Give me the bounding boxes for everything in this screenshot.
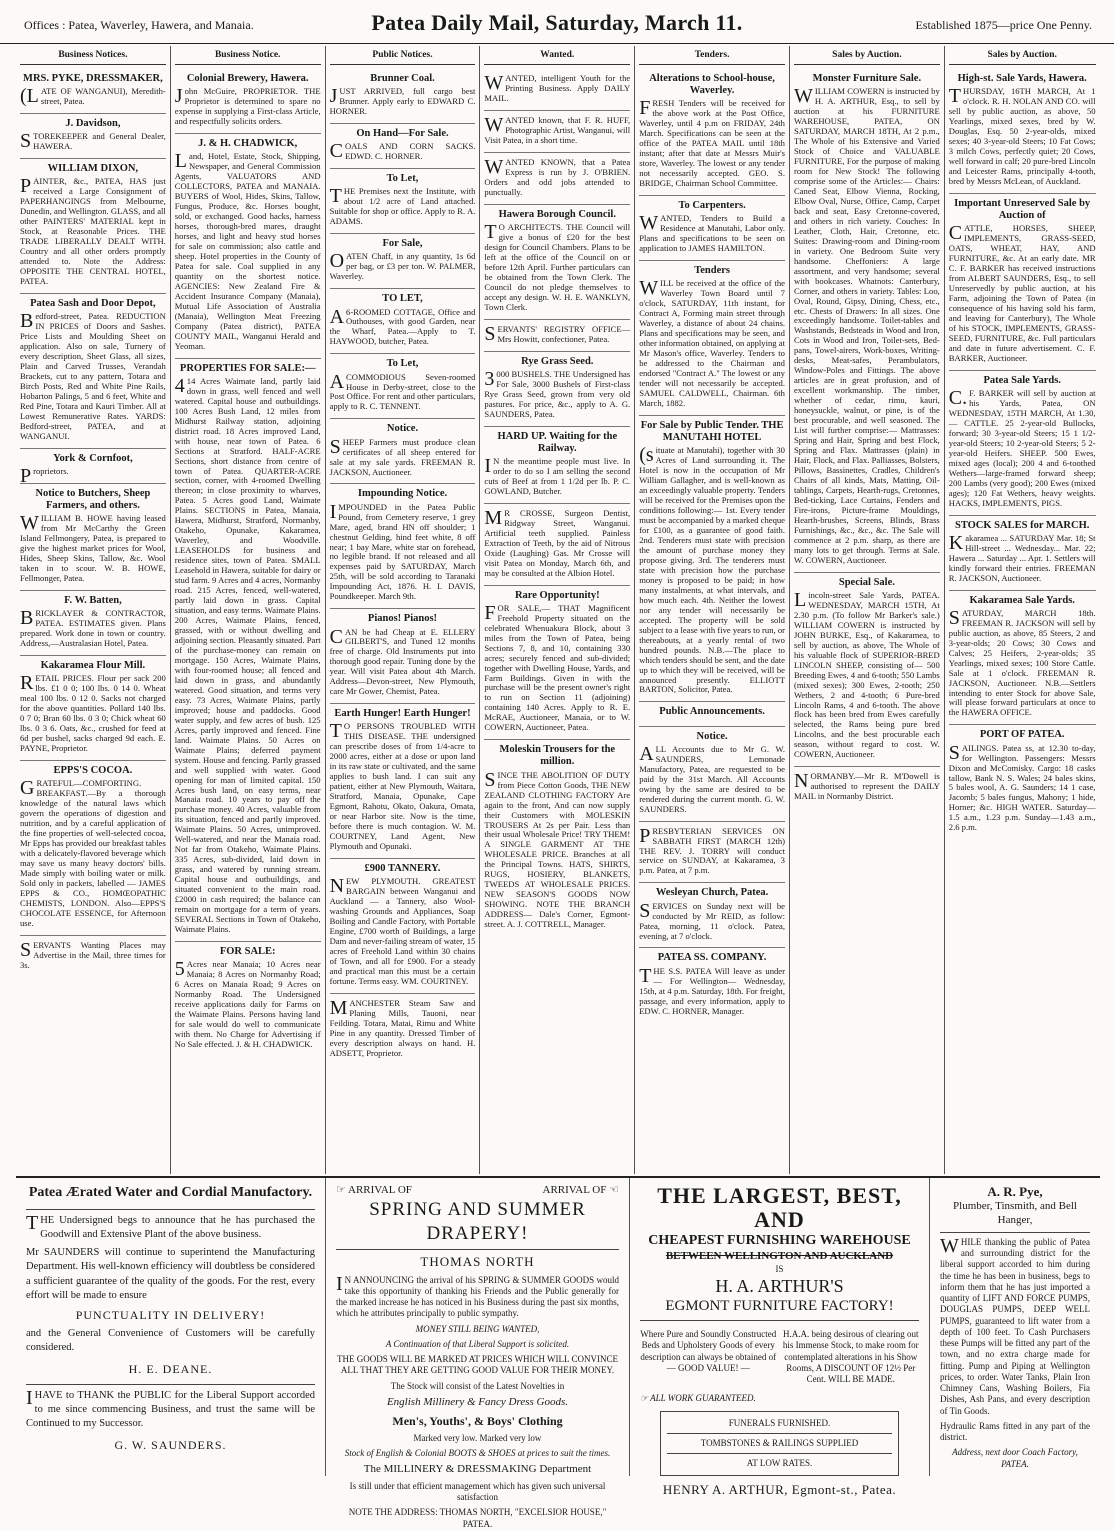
ad-heading: Rare Opportunity!: [514, 589, 600, 601]
ad-heading: A. R. Pye,: [987, 1184, 1043, 1199]
divider: [640, 1320, 919, 1321]
divider: [26, 1384, 315, 1385]
ad-heading: To Let,: [386, 173, 419, 185]
advertisement: [949, 69, 1096, 194]
ad-heading: Wesleyan Church, Patea.: [655, 887, 769, 899]
advertisement: [330, 609, 476, 704]
ad-signature: G. W. SAUNDERS.: [114, 1438, 227, 1453]
ad-body: WANTED KNOWN, that a Patea Express is run by J. O'BRIEN. Orders and odd jobs attended to punctually.: [484, 155, 631, 197]
ad-body: ALL Accounts due to Mr G. W. SAUNDERS, Lemonade Manufactory, Patea, are requested to be paid by the 31st March. All Accounts owing by the same are desired to be rendered during the current month. G. W. SAUNDERS.: [639, 742, 785, 814]
ad-body: TO ARCHITECTS. THE Council will give a bonus of £20 for the best design for Council Chambers. Plans to be left at the office of the Council on or before 12th April. Further particulars can be obtained from the Town Clerk. The Council do not pledge themselves to accept any design. W. H. E. WANKLYN, Town Clerk.: [484, 220, 631, 312]
masthead-title: Patea Daily Mail, Saturday, March 11.: [371, 10, 743, 35]
ad-body: OATEN Chaff, in any quantity, 1s 6d per bag, or £3 per ton. W. PALMER, Waverley.: [329, 250, 476, 282]
ad-body: WANTED, intelligent Youth for the Printing Business. Apply DAILY MAIL.: [484, 72, 631, 103]
advertisement: [484, 504, 630, 586]
column-heading: Wanted.: [484, 46, 630, 65]
ad-heading: Notice.: [386, 423, 419, 435]
ad-heading: Notice to Butchers, Sheep Farmers, and others.: [35, 487, 151, 512]
ad-body: CAN be had Cheap at E. ELLERY GILBERT'S, and Tuned 12 months free of charge. Old Instruments put into thorough good repair. Tuning done by the year. Will visit Patea about 4th March. Address—Devon-street, New Plymouth, care Mr Gower, Chemist, Patea.: [329, 625, 476, 697]
ad-heading: HARD UP. Waiting for the Railway.: [497, 430, 618, 454]
advertisement: [639, 727, 785, 822]
advertisement: [330, 994, 476, 1065]
divider: [940, 1232, 1090, 1233]
funerals-box: [660, 1411, 899, 1477]
column-business-notices: [16, 46, 171, 1174]
pointing-hand-icon: ☞ ARRIVAL OF: [336, 1184, 412, 1196]
ad-paragraph: THE Undersigned begs to announce that he has purchased the Goodwill and Extensive Plant of the above business.: [26, 1211, 315, 1241]
ad-heading: Brunner Coal.: [370, 73, 435, 85]
ad-heading: WILLIAM DIXON,: [47, 163, 139, 175]
ad-heading: MRS. PYKE, DRESSMAKER,: [23, 73, 163, 85]
ad-body: RETAIL PRICES. Flour per sack 200 lbs. £1 0 0; 100 lbs. 0 14 0. Wheat meal 100 lbs. 0 12 0. Sacks not charged for the above quantities. Pollard 140 lbs. 0 7 0; Bran 60 lbs. 0 3 0; Chick wheat 60 lbs. 0 3 6. Oats, &c., crushed for feed at 6d per bushel, sacks charged 9d each. E. PAYNE, Proprietor.: [20, 672, 166, 754]
advertisement: [20, 159, 166, 294]
ad-heading: Kakaramea Sale Yards.: [969, 594, 1075, 606]
ad-body: Kakaramea ... SATURDAY Mar. 18; St Hill-street ... Wednesday... Mar. 22; Hawera ... Saturday ... Apr. 1. Settlers will kindly forward their entries. FREEMAN R. JACKSON, Auctioneer.: [948, 531, 1096, 583]
ad-body: JUST ARRIVED, full cargo best Brunner. Apply early to EDWARD C. HORNER.: [329, 85, 476, 117]
column-heading: Tenders.: [639, 46, 785, 65]
ad-body: SHEEP Farmers must produce clean certificates of all sheep entered for sale at my sale yards. FREEMAN R. JACKSON, Auctioneer.: [329, 435, 476, 477]
advertisement: [484, 586, 630, 741]
ad-heading: Earth Hunger! Earth Hunger!: [334, 708, 471, 720]
pointing-hand-icon: ☞ ALL WORK GUARANTEED.: [640, 1393, 756, 1404]
ad-heading: J. & H. CHADWICK,: [198, 138, 298, 150]
ad-heading: Patea Ærated Water and Cordial Manufactory.: [28, 1185, 313, 1200]
advertisement: [330, 484, 476, 609]
advertisement: [20, 484, 166, 591]
ad-body: PRESBYTERIAN SERVICES ON SABBATH FIRST (MARCH 12th) THE REV. J. TORRY will conduct service on SUNDAY, at Kakaramea, 3 p.m. Patea, at 7 p.m.: [639, 824, 785, 876]
ad-body: 414 Acres Waimate land, partly laid down in grass, well fenced and well watered. Capital house and outbuildings. 100 Acres Bush Land, 12 miles from Midhurst Railway station, adjoining district road. 18 Acres improved Land, with house, near town of Patea. 6 Sections at Stratford. HALF-ACRE Sections, short distance from centre of town of Patea. QUARTER-ACRE section, corner, with 4-roomed Dwelling thereon; in close proximity to wharves, Patea. 5 Acres good Land, Waimate Plains. SECTIONS in Patea, Manaia, Hawera, Midhurst, Stratford, Normanby, Otakeho, Opunake, Kakaramea, Waverley, and Woodville. LEASEHOLDS for business and residence sites, town of Patea. SMALL Leasehold in Hawera, suitable for dairy or stud farm. 9 Acres and 4 acres, Normanby road. 215 Acres, fenced, well-watered, partly laid down in grass. Capital situation, and easy terms. Waimate Plains. 200 Acres, Waimate Plains, fenced, grassed, with or without dwelling and adjoining section. Pleasantly situated. Part of the purchase-money can remain on mortgage. 150 Acres, Waimate Plains, with four-roomed house; all fenced and laid down in grass, and abundantly watered. Good situation, and terms very easy. 73 Acres, Waimate Plains, partly improved; house and paddocks. Good water supply, and few acres of bush. 125 Acres, partly improved and fenced. Fine land. Waimate Plains. 50 Acres on Waimate Plains; deferred payment system. House and fencing. Partly grassed and well supplied with water. Good opening for man of limited capital. 150 Acres bush land, on easy terms, near Manaia road. 10 years to pay off the purchase money. 40 Acres, valuable from its situation, fenced and partly improved. Waimate Plains. 50 Acres, unimproved. Well-watered, and near the Manaia road. Not far from Otakeho, Waimate Plains. 335 Acres, sub-divided, laid down in grass, and watered by running stream. Capital house and outbuildings, and situated convenient to the main road. £2000 in cash required; the balance can remain on mortgage for a term of years. SEVERAL Sections in Town of Otakeho, Waimate Plains.: [174, 374, 321, 935]
lower-advertisements: [16, 1176, 1100, 1529]
ad-paragraph: THE GOODS WILL BE MARKED AT PRICES WHICH WILL CONVINCE ALL THAT THEY ARE GETTING GOOD VALUE FOR THEIR MONEY.: [337, 1354, 618, 1376]
ad-paragraph: H.A.A. being desirous of clearing out his Immense Stock, to make room for contemplated alterations in his Show Rooms, A DISCOUNT OF 12½ Per Cent. WILL BE MADE.: [782, 1329, 919, 1385]
column-tenders: [635, 46, 790, 1174]
ad-body: WANTED known, that F. R. HUFF, Photographic Artist, Wanganui, will Visit Patea, in a short time.: [484, 113, 631, 145]
advertisement: [330, 419, 476, 484]
ad-heading: EPPS'S COCOA.: [53, 765, 133, 777]
ad-heading: Patea Sash and Door Depot,: [30, 298, 156, 310]
ad-body: BRICKLAYER & CONTRACTOR, PATEA. ESTIMATES given. Plans prepared. Work done in town or country. Address,—Australasian Hotel, Patea.: [20, 607, 166, 649]
column-sales-by-auction-2: [945, 46, 1100, 1174]
ad-heading: To Let,: [386, 358, 419, 370]
advertisement: [639, 822, 785, 884]
ad-body: MR CROSSE, Surgeon Dentist, Ridgway Street, Wanganui. Artificial teeth supplied. Painless Extraction of Teeth, by the aid of Nitrous Oxide (Laughing) Gas. Mr Crosse will visit Patea on Monday, March 6th, and may be consulted at the Albion Hotel.: [484, 506, 631, 578]
ad-body: C.F. BARKER will sell by auction at his Yards, Patea, ON WEDNESDAY, 15TH MARCH, At 1.30,— CATTLE. 25 2-year-old Bullocks, forward; 30 3-year-old Steers; 15 1 1/2-year-old Steers; 10 2-year-old Steers; 5 2-year-old Heifers. SHEEP. 500 Ewes, mixed ages (local); 200 4 and 6-toothed Wethers—large-framed forward sheep; 200 Lambs (very good); 200 Ewes (mixed ages); 120 Fat Wethers, heavy weights. HACKS, IMPLEMENTS, PIGS.: [948, 386, 1096, 508]
column-business-notice: [171, 46, 326, 1174]
advertisement: [175, 359, 321, 942]
ad-heading: Colonial Brewery, Hawera.: [186, 73, 309, 85]
advertisement: [639, 261, 785, 416]
ad-body: COALS AND CORN SACKS. EDWD. C. HORNER.: [329, 140, 476, 163]
ad-body: ACOMMODIOUS Seven-roomed House in Derby-street, close to the Post Office. For rent and other particulars, apply to R. C. TENNENT.: [329, 370, 476, 412]
advertisement: [639, 69, 785, 196]
ad-body: PAINTER, &c., PATEA, HAS just received a Large Consignment of PAPERHANGINGS from Melbourne, Dunedin, and Wellington. GLASS, and all other PAINTERS' MATERIAL kept in Stock, at Reasonable Prices. THE TRADE LIBERALLY DEALT WITH. Country and all other orders promptly attended to. Note the Address: OPPOSITE THE CENTRAL HOTEL, PATEA.: [20, 175, 166, 287]
ad-body: WILL be received at the office of the Waverley Town Board until 7 o'clock, SATURDAY, 11th instant, for Contract A, Forming main street through Waverley, a distance of about 24 chains. Plans and specifications may be seen, and other information obtained, on applying at Mr Mason's office, Waverley. Tenders to be addressed to the Chairman and endorsed "Contract A." The lowest or any tender will not necessarily be accepted. SAMUEL CALDWELL, Chairman. 6th March, 1882.: [639, 277, 785, 408]
ad-address: Address, next door Coach Factory, PATEA.: [952, 1447, 1078, 1469]
ad-body: THE S.S. PATEA Will leave as under— For Wellington— Wednesday, 15th, at 4 p.m. Saturday, 18th. For freight, passage, and every information, apply to EDW. C. HORNER, Manager.: [639, 964, 785, 1016]
column-heading: Sales by Auction.: [794, 46, 940, 65]
ad-heading: Moleskin Trousers for the million.: [499, 744, 616, 768]
masthead-offices: Offices : Patea, Waverley, Hawera, and Manaia.: [24, 18, 254, 32]
ad-body: NORMANBY.—Mr R. M'Dowell is authorised to represent the DAILY MAIL in Normanby District.: [793, 770, 940, 802]
ad-body: WILLIAM B. HOWE having leased from Mr McCarthy the Green Island Fellmongery, Patea, is prepared to give the highest market prices for Wool, Hides, Sheep Skins, Tallow, &c. Wool taken in to scour. W. B. HOWE, Fellmonger, Patea.: [20, 512, 166, 584]
ad-emphasis: PUNCTUALITY IN DELIVERY!: [75, 1307, 266, 1322]
ad-body: (situate at Manutahi), together with 30 Acres of Land surrounding it. The Hotel is now in the occupation of Mr William Gallagher, and is well-known as an exceedingly valuable property. Tenders will be received for the Premises upon the conditions following:— 1st. Every tender must be accompanied by a marked cheque for £100, as a guarantee of good faith. 2nd. Tenderers must state with precision the amount of purchase money they propose giving. 3rd. The tenderers must state with precision how the purchase money is proposed to be paid; in how many instalments, at what intervals, and how much each. 4th. Neither the lowest nor any tender will necessarily be accepted. The property will be sold subject to a lease with five years to run, or thereabouts, at a yearly rental of two hundred pounds. N.B.—The place to which tenders should be sent, and the date up to which they will be received, will be announced presently. ELLIOTT BARTON, Solicitor, Patea.: [639, 444, 785, 695]
ad-body: Proprietors.: [20, 465, 69, 487]
ad-body: FOR SALE,— THAT Magnificent Freehold Property situated on the celebrated Whenuakura Block, about 3 miles from the Town of Patea, being Sections 7, 8, and 10, containing 330 acres; securely fenced and sub-divided; together with Dwelling House, Yards, and Farm Buildings. Given in with the purchase will be the present owner's right to run on Section 11 (adjoining) containing 140 Acres. Apply to R. E. McRAE, Auctioneer, Manaia, or to W. COWERN, Auctioneer, Patea.: [484, 601, 631, 733]
ad-body: STOREKEEPER and General Dealer, HAWERA.: [20, 130, 166, 153]
upper-columns: [16, 46, 1100, 1174]
ad-heading: Tenders: [694, 265, 730, 277]
advertisement: [330, 704, 476, 859]
column-heading: Business Notices.: [20, 46, 166, 65]
ad-paragraph: Mr SAUNDERS will continue to superintend the Manufacturing Department. His well-known efficiency will doubtless be considered a sufficient guarantee of the quality of the goods. For the rest, every effort will be made to ensure: [26, 1247, 315, 1301]
ad-heading: Monster Furniture Sale.: [812, 73, 922, 85]
ad-heading: Hawera Borough Council.: [498, 208, 616, 220]
ad-body: 3000 BUSHELS. THE Undersigned has For Sale, 3000 Bushels of First-class Rye Grass Seed, grown from very old pastures. For price, &c., apply to A. G. SAUNDERS, Patea.: [484, 367, 631, 419]
ad-paragraph: WHILE thanking the public of Patea and surrounding district for the liberal support accorded to him during the time he has been in business, begs to inform them that he has just imported a quantity of LIFT AND FORCE PUMPS, DOUGLAS PUMPS, DEEP WELL PUMPS, guaranteed to lift water from a depth of 100 feet. To Cash Purchasers these Pumps will be fitted any part of the town, and no extra charge made for fitting. Pump and Piping at Wellington prices, to order. Water Tanks, Plain Iron Chimney Cans, Washing Boilers, Fia Dishes, Ash Pans, and every description of Tin Goods.: [940, 1234, 1090, 1416]
ad-name: H. A. ARTHUR'S: [715, 1275, 844, 1296]
ad-body: SERVANTS' REGISTRY OFFICE—Mrs Howitt, confectioner, Patea.: [484, 322, 631, 345]
aerated-water-ad: [16, 1178, 326, 1476]
ad-paragraph: MONEY STILL BEING WANTED,: [415, 1323, 540, 1334]
ad-heading: For Sale by Public Tender. THE MANUTAHI HOTEL: [640, 419, 784, 444]
ad-paragraph: Men's, Youths', & Boys' Clothing: [392, 1413, 563, 1428]
ad-body: SERVANTS Wanting Places may Advertise in the Mail, three times for 3s.: [20, 938, 166, 970]
ad-is: IS: [775, 1263, 784, 1274]
advertisement: [330, 354, 476, 419]
advertisement: [639, 702, 785, 726]
ad-heading: STOCK SALES for MARCH.: [954, 519, 1090, 531]
ad-subheading: Plumber, Tinsmith, and Bell Hanger,: [953, 1200, 1077, 1226]
ad-paragraph: Is still under that efficient management which has given such universal satisfaction: [349, 1480, 606, 1502]
spring-drapery-ad: [326, 1178, 630, 1529]
ad-body: Bedford-street, Patea. REDUCTION IN PRICES of Doors and Sashes. Price Lists and Moulding Sheet on application. Also on sale, Turnery of every description, Sheet Glass, all sizes, Plain and Carved Trusses, Verandah Brackets, cut to any pattern, Totara and Birch Posts, Red and White Pine Rails, Hobarton Palings, 5 and 6 feet, White and Red Pine, Totara and Kauri Timber. All at Lowest Remunerative Rates. YARDS: Bedford-street, PATEA, and at WANGANUI.: [20, 310, 166, 441]
advertisement: [639, 883, 785, 948]
advertisement: [639, 948, 785, 1022]
masthead-established: Established 1875—price One Penny.: [915, 18, 1092, 32]
ad-body: MANCHESTER Steam Saw and Planing Mills, Tauoni, near Feilding. Totara, Matai, Rimu and White Pine in any quantity. Dressed Timber of every description always on hand. H. ADSETT, Proprietor.: [329, 996, 476, 1058]
column-heading: Sales by Auction.: [949, 46, 1096, 65]
ad-arrival-left: ARRIVAL OF: [348, 1184, 412, 1196]
ad-body: TO PERSONS TROUBLED WITH THIS DISEASE. THE undersigned can prescribe doses of from 1/4-acre to 2000 acres, either at a dose or upon land in its raw state or cultivated, and the same applies to bush land. I can suit any patient, either at New Plymouth, Waitara, Stratford, Manaia, Opunake, Cape Egmont, Rahotu, Okato, Oakura, Omata, or near Harbor site. Now is the time, before there is much contagion. W. M. COURTNEY, Land Agent, New Plymouth and Opunaki.: [329, 720, 476, 852]
advertisement: [484, 69, 630, 111]
ad-body: IMPOUNDED in the Patea Public Pound, from Cemetery reserve, 1 grey Mare, aged, brand HN off shoulder; 1 chestnut Gelding, hind feet white, 8 off near; 1 bay Mare, white star on forehead, no legible brand. If not released and all expenses paid by SATURDAY, March 25th, will be sold according to Taranaki Impounding Act, 1876. H. I. DAVIS, Poundkeeper. March 9th.: [329, 500, 476, 602]
advertisement: [484, 205, 630, 320]
ad-arrival-right: ARRIVAL OF ☜: [542, 1184, 619, 1196]
advertisement: [20, 449, 166, 487]
divider: [667, 1433, 892, 1434]
ad-paragraph: IN ANNOUNCING the arrival of his SPRING & SUMMER GOODS would take this opportunity of thanking his Friends and the Public generally for the marked increase he has noticed in his Business during the past six months, which he attributes principally to public sympathy.: [336, 1272, 619, 1319]
ad-body: THURSDAY, 16TH MARCH, At 1 o'clock. R. H. NOLAN AND CO. will sell by public auction, as above, 50 Yearlings, mixed sexes, bred by W. Douglas, Esq. 50 2-year-olds, mixed sexes; 40 3-year-old Steers; 10 Fat Cows; 3 milch Cows, perfectly quiet; 20 Cows, well forward in calf; 20 pure-bred Lincoln and Leicester Rams, principally 4-tooth, bred by Messrs McLean, of Auckland.: [948, 85, 1096, 186]
ad-heading: THE LARGEST, BEST, AND: [657, 1183, 902, 1233]
advertisement: [949, 725, 1096, 839]
advertisement: [175, 134, 321, 359]
ad-heading: Impounding Notice.: [357, 488, 448, 500]
column-heading: Business Notice.: [175, 46, 321, 65]
ad-address: NOTE THE ADDRESS: THOMAS NORTH, "EXCELSIOR HOUSE," PATEA.: [348, 1507, 607, 1529]
ad-body: CATTLE, HORSES, SHEEP, IMPLEMENTS, GRASS-SEED, OATS, WHEAT, HAY, AND FURNITURE, &c. At an early date. MR C. F. BARKER has received instructions from ALBERT SAUNDERS, Esq., to sell Unreservedly by public auction, at his Farm, adjoining the Town of Patea (in consequence of his having sold his farm, and leaving for Canterbury), The Whole of his STOCK, IMPLEMENTS, GRASS-SEED, FURNITURE, &c. Full particulars and date in future advertisement. C. F. BARKER, Auctioneer.: [948, 222, 1096, 363]
plumber-ad: [930, 1178, 1100, 1476]
ad-paragraph: Where Pure and Soundly Constructed Beds and Upholstery Goods of every description can always be obtained of — GOOD VALUE! —: [640, 1329, 777, 1373]
ad-body: A6-ROOMED COTTAGE, Office and Outhouses, with good Garden, near the Wharf, Patea.—Apply to T. HAYWOOD, butcher, Patea.: [329, 305, 476, 347]
ad-heading: FOR SALE:: [219, 946, 276, 958]
ad-body: WILLIAM COWERN is instructed by H. A. ARTHUR, Esq., to sell by auction at his FURNITURE WAREHOUSE, PATEA, ON SATURDAY, MARCH 18TH, At 2 p.m., The Whole of his Extensive and Varied Stock of Choice and VALUABLE FURNITURE, For the purpose of making room for New Stock! The following comprise some of the Articles:— Chairs: Caned Seat, Elbow Vienna, Rocking, Elbow Oval, Nurse, Office, Camp, Carpet back and seat, Easy Cretonne-covered, and others in rich variety. Couches: In Leather, Cloth, Hair, Cretonne, etc. Suites: Drawing-room and Dining-room in variety. One Bedroom Suite very handsome. Cheffoniers: A large assortment, and very handsome; several with bookcases. Whatnots: Canterbury, Corner, and others in variety. Tables: Loo, Oval, Round, Gipsy, Dining, Chess, etc., etc. Chests of Drawers: In all sizes. One exceedingly handsome. Toilet-tables and Washstands, Bedsteads in Wood and Iron, Cots in Wood and Iron, Toilet-sets, Bed-pans, Towel-airers, Work-boxes, Writing-desks, Meat-safes, Perambulators, Window-Poles and Fittings. The above articles are in great profusion, and of excellent workmanship. The timber, whether of cedar, rimu, kauri, honeysuckle, walnut, or pine, is of the best procurable, and well seasoned. The List will further comprise:— Mattrasses: Spring and Hair, Spring and best Flock, Spring and Flax. Mattrasses (plain) in Hair, Flock, and Flax. Palliasses, Bolsters, Pillows, Bassinettes, Cradles, Children's Chairs of all kinds, Mats, Matting, Oil-tablings, Carpets, Hearth-rugs, Cretonnes, Bed-ticking, Lace Curtains, Fenders and Fire-irons, Picture-frame Mouldings, Hearth-brushes, Screens, Blinds, Brass Furnishings, &c., &c., &c. The Sale will commence at 2 p.m. sharp, as there are many lots to get through. Terms at Sale. W. COWERN, Auctioneer.: [793, 85, 940, 565]
ad-heading: High-st. Sale Yards, Hawera.: [957, 73, 1087, 85]
box-line: TOMBSTONES & RAILINGS SUPPLIED: [700, 1437, 859, 1448]
ad-body: THE Premises next the Institute, with about 1/2 acre of Land attached. Suitable for shop or office. Apply to R. A. ADAMS.: [329, 185, 476, 227]
ad-heading: £900 TANNERY.: [364, 863, 441, 875]
ad-body: SINCE THE ABOLITION OF DUTY from Piece Cotton Goods, THE NEW ZEALAND CLOTHING FACTORY Are again to the front, And can now supply their Customers with MOLESKIN TROUSERS At 2s per Pair. Less than their usual Wholesale Price! TRY THEM! A SINGLE GARMENT AT THE WHOLESALE PRICE. Branches at all the Principal Towns. HATS, SHIRTS, RUGS, HOSIERY, BLANKETS, TWEEDS AT WHOLESALE PRICES. NEW SEASON'S GOODS NOW SHOWING. NOTE THE BRANCH ADDRESS— Dale's Corner, Egmont-street. A. J. COTTRELL, Manager.: [484, 768, 631, 930]
ad-heading: Patea Sale Yards.: [983, 374, 1061, 386]
furniture-warehouse-ad: [630, 1178, 930, 1498]
advertisement: [794, 573, 940, 768]
ad-paragraph: IHAVE to THANK the PUBLIC for the Liberal Support accorded to me since commencing Business, and trust the same will be Continued to my Successor.: [26, 1386, 315, 1429]
ad-body: IN the meantime people must live. In order to do so I am selling the second cuts of Beef at from 1 1/2d per lb. P. C. GOWLAND, Butcher.: [484, 454, 631, 496]
advertisement: [20, 114, 166, 159]
ad-name: THOMAS NORTH: [420, 1254, 535, 1270]
ad-heading: PORT OF PATEA.: [979, 729, 1065, 741]
advertisement: [330, 124, 476, 169]
ad-signature: H. E. DEANE.: [128, 1362, 213, 1377]
advertisement: [949, 591, 1096, 726]
advertisement: [20, 656, 166, 761]
ad-paragraph: A Continuation of that Liberal Support is solicited.: [385, 1338, 570, 1349]
advertisement: [484, 153, 630, 205]
advertisement: [794, 69, 940, 573]
ad-heading: Alterations to School-house, Waverley.: [649, 73, 775, 97]
ad-subheading: BETWEEN WELLINGTON AND AUCKLAND: [665, 1249, 894, 1262]
ad-body: WANTED, Tenders to Build a Residence at Manutahi, Labor only. Plans and specifications to be seen on application to JAMES HAMILTON.: [639, 212, 785, 254]
column-public-notices: [326, 46, 481, 1174]
advertisement: [330, 169, 476, 234]
advertisement: [330, 859, 476, 994]
advertisement: [484, 352, 630, 427]
ad-body: Land, Hotel, Estate, Stock, Shipping, Newspaper, and General Commission Agents, VALUATORS AND COLLECTORS, PATEA and MANAIA. BUYERS of Wool, Hides, Skins, Tallow, Fungus, Produce, &c. Horses bought, sold, or exchanged. Good hacks, harness horses, thorough-bred mares, draught horses, and light and heavy stud horses for sale on commission; also cattle and sheep. Hotel properties in the County of Patea for sale. Coal supplied in any quantity on the shortest notice. AGENCIES: New Zealand Fire & Accident Insurance Company (Manaia), Mutual Life Association of Australia (Manaia), Wellington Meat Freezing Company (Patea district), PATEA COUNTY MAIL, Wanganui Herald and Yeoman.: [174, 150, 321, 351]
advertisement: [484, 740, 630, 936]
ad-heading: Kakaramea Flour Mill.: [40, 660, 146, 672]
ad-subheading: EGMONT FURNITURE FACTORY!: [665, 1298, 894, 1315]
ad-paragraph: and the General Convenience of Customers will be carefully considered.: [26, 1328, 315, 1354]
ad-body: Lincoln-street Sale Yards, PATEA. WEDNESDAY, MARCH 15TH, At 2.30 p.m. (To follow Mr Barker's sale.) WILLIAM COWERN is instructed by JOHN BURKE, Esq., of Kakaramea, to sell by auction, as above, The Whole of his valuable flock of SUPERIOR-BRED LINCOLN SHEEP, consisting of— 500 Breeding Ewes, 4 and 6-tooth; 550 Lambs (mixed sexes); 300 Ewes, 2-tooth; 250 Wethers, 2 and 4-tooth; 6 Pure-bred Lincoln Rams, 4 and 6-tooth. The above flock has been bred from Ewes carefully selected, the Rams being pure bred Lincolns, and the best procurable each season, without regard to cost. W. COWERN, Auctioneer.: [793, 588, 940, 760]
ad-heading: Notice.: [696, 730, 728, 742]
ad-heading: J. Davidson,: [65, 118, 121, 130]
ad-heading: York & Cornfoot,: [53, 452, 133, 464]
ad-heading: On Hand—For Sale.: [356, 128, 449, 140]
ad-footer: HENRY A. ARTHUR, Egmont-st., Patea.: [662, 1482, 897, 1498]
advertisement: [794, 767, 940, 808]
advertisement: [639, 416, 785, 703]
ad-body: GRATEFUL—COMFORTING. BREAKFAST.—By a thorough knowledge of the natural laws which govern the operations of digestion and nutrition, and by a careful application of the fine properties of well-selected cocoa, Mr Epps has provided our breakfast tables with a delicately-flavored beverage which may save us many heavy doctors' bills. Made simply with boiling water or milk. Sold only in packets, labelled — JAMES EPPS & CO., HOMŒOPATHIC CHEMISTS, LONDON. Also—EPPS'S CHOCOLATE ESSENCE, for Afternoon use.: [20, 777, 166, 928]
divider: [26, 1209, 315, 1210]
column-wanted: [480, 46, 635, 1174]
advertisement: [20, 761, 166, 936]
ad-body: John McGuire, PROPRIETOR. THE Proprietor is determined to spare no expense in supplying a First-class Article, and respectfully solicits orders.: [174, 85, 321, 127]
ad-body: SERVICES on Sunday next will be conducted by Mr REID, as follow: Patea, morning, 11 o'clock. Patea, evening, at 7 o'clock.: [639, 899, 785, 941]
advertisement: [20, 69, 166, 114]
ad-heading: PROPERTIES FOR SALE:—: [179, 362, 316, 374]
ad-paragraph: English Millinery & Fancy Dress Goods.: [386, 1395, 569, 1408]
ad-heading: Pianos! Pianos!: [367, 613, 438, 625]
advertisement: [949, 516, 1096, 591]
ad-heading: F. W. Batten,: [64, 595, 122, 607]
advertisement: [949, 194, 1096, 371]
ad-paragraph: The Stock will consist of the Latest Novelties in: [390, 1380, 565, 1391]
column-heading: Public Notices.: [330, 46, 476, 65]
ad-body: NEW PLYMOUTH. GREATEST BARGAIN between Wanganui and Auckland — a Tannery, also Wool-washing Grounds and Appliances, Soap Boiling and Candle Factory, with Portable Engine, £700 worth of Buildings, a large Dam and never-failing stream of water, 15 acres of Freehold Land within 30 chains of Town, and all for £900. For a steady and practical man this must be a certain fortune. Terms easy. WM. COURTNEY.: [329, 875, 476, 986]
masthead: [0, 0, 1114, 44]
advertisement: [175, 69, 321, 134]
ad-paragraph: Hydraulic Rams fitted in any part of the district.: [940, 1420, 1090, 1442]
advertisement: [20, 294, 166, 449]
advertisement: [484, 320, 630, 352]
ad-heading: Important Unreserved Sale by Auction of: [954, 197, 1091, 222]
ad-heading: Rye Grass Seed.: [521, 355, 594, 367]
advertisement: [20, 591, 166, 656]
column-sales-by-auction: [790, 46, 945, 1174]
ad-paragraph: Stock of English & Colonial BOOTS & SHOES at prices to suit the times.: [344, 1447, 611, 1458]
ad-paragraph: Marked very low. Marked very low: [413, 1432, 542, 1443]
advertisement: [484, 427, 630, 504]
ad-body: SAILINGS. Patea ss, at 12.30 to-day, for Wellington. Passengers: Messrs Dixon and McComisky. Cargo: 18 casks tallow, Bank N. S. Wales; 24 bales skins, 5 bales wool, A. G. Saunders; 14 1 case, Jacomb; 5 bales fungus, Mahony; 1 hide, Horner; &c. HIGH WATER. Saturday—1.5 a.m., 1.23 p.m. Sunday—1.43 a.m., 2.6 p.m.: [948, 741, 1096, 833]
ad-body: SATURDAY, MARCH 18th. FREEMAN R. JACKSON will sell by public auction, as above, 85 Steers, 2 and 3-year-olds; 20 Cows; 30 Cows and Calves; 25 Heifers, 2-year-olds; 35 Yearlings, mixed sexes; 100 Store Cattle. Sale at 1 o'clock. FREEMAN R. JACKSON, Auctioneer. N.B.—Settlers intending to enter Stock for above Sale, will please forward particulars at once to the HAWERA OFFICE.: [948, 606, 1096, 718]
ad-heading: To Carpenters.: [678, 200, 746, 212]
advertisement: [175, 942, 321, 1056]
advertisement: [20, 936, 166, 977]
ad-heading: SPRING AND SUMMER DRAPERY!: [369, 1198, 586, 1244]
ad-guarantee: ALL WORK GUARANTEED.: [650, 1393, 756, 1404]
advertisement: [330, 289, 476, 354]
ad-heading: TO LET,: [382, 293, 423, 305]
divider: [336, 1249, 619, 1250]
ad-heading: Special Sale.: [838, 576, 895, 588]
advertisement: [949, 371, 1096, 516]
advertisement: [639, 196, 785, 261]
ad-paragraph: The MILLINERY & DRESSMAKING Department: [363, 1463, 592, 1475]
ad-heading: PATEA SS. COMPANY.: [657, 952, 767, 964]
box-line: FUNERALS FURNISHED.: [728, 1417, 831, 1428]
advertisement: [330, 234, 476, 289]
ad-body: (LATE OF WANGANUI), Meredith-street, Patea.: [20, 85, 166, 108]
box-line: AT LOW RATES.: [746, 1458, 813, 1469]
advertisement: [484, 111, 630, 153]
advertisement: [330, 69, 476, 124]
ad-subheading: CHEAPEST FURNISHING WAREHOUSE: [648, 1233, 911, 1249]
ad-body: FRESH Tenders will be received for the above work at the Post Office, Waverley, until 4 p.m on FRIDAY, 24th March. Specifications can be seen at the office of the PATEA MAIL until 18th instant; after that date at Messrs Muir's store, Waverley. The lowest or any tender not necessarily accepted. GEO. S. BRIDGE, Chairman School Committee.: [639, 97, 785, 189]
ad-body: 5Acres near Manaia; 10 Acres near Manaia; 8 Acres on Normanby Road; 6 Acres on Manaia Road; 9 Acres on Normanby Road. The Undersigned receive applications daily for Farms on the Waimate Plains. Persons having land for sale would do well to communicate with them. No Charge for Advertising if No Sale effected. J. & H. CHADWICK.: [174, 958, 321, 1049]
divider: [667, 1453, 892, 1454]
ad-heading: For Sale,: [382, 238, 423, 250]
ad-heading: Public Announcements.: [659, 706, 765, 718]
